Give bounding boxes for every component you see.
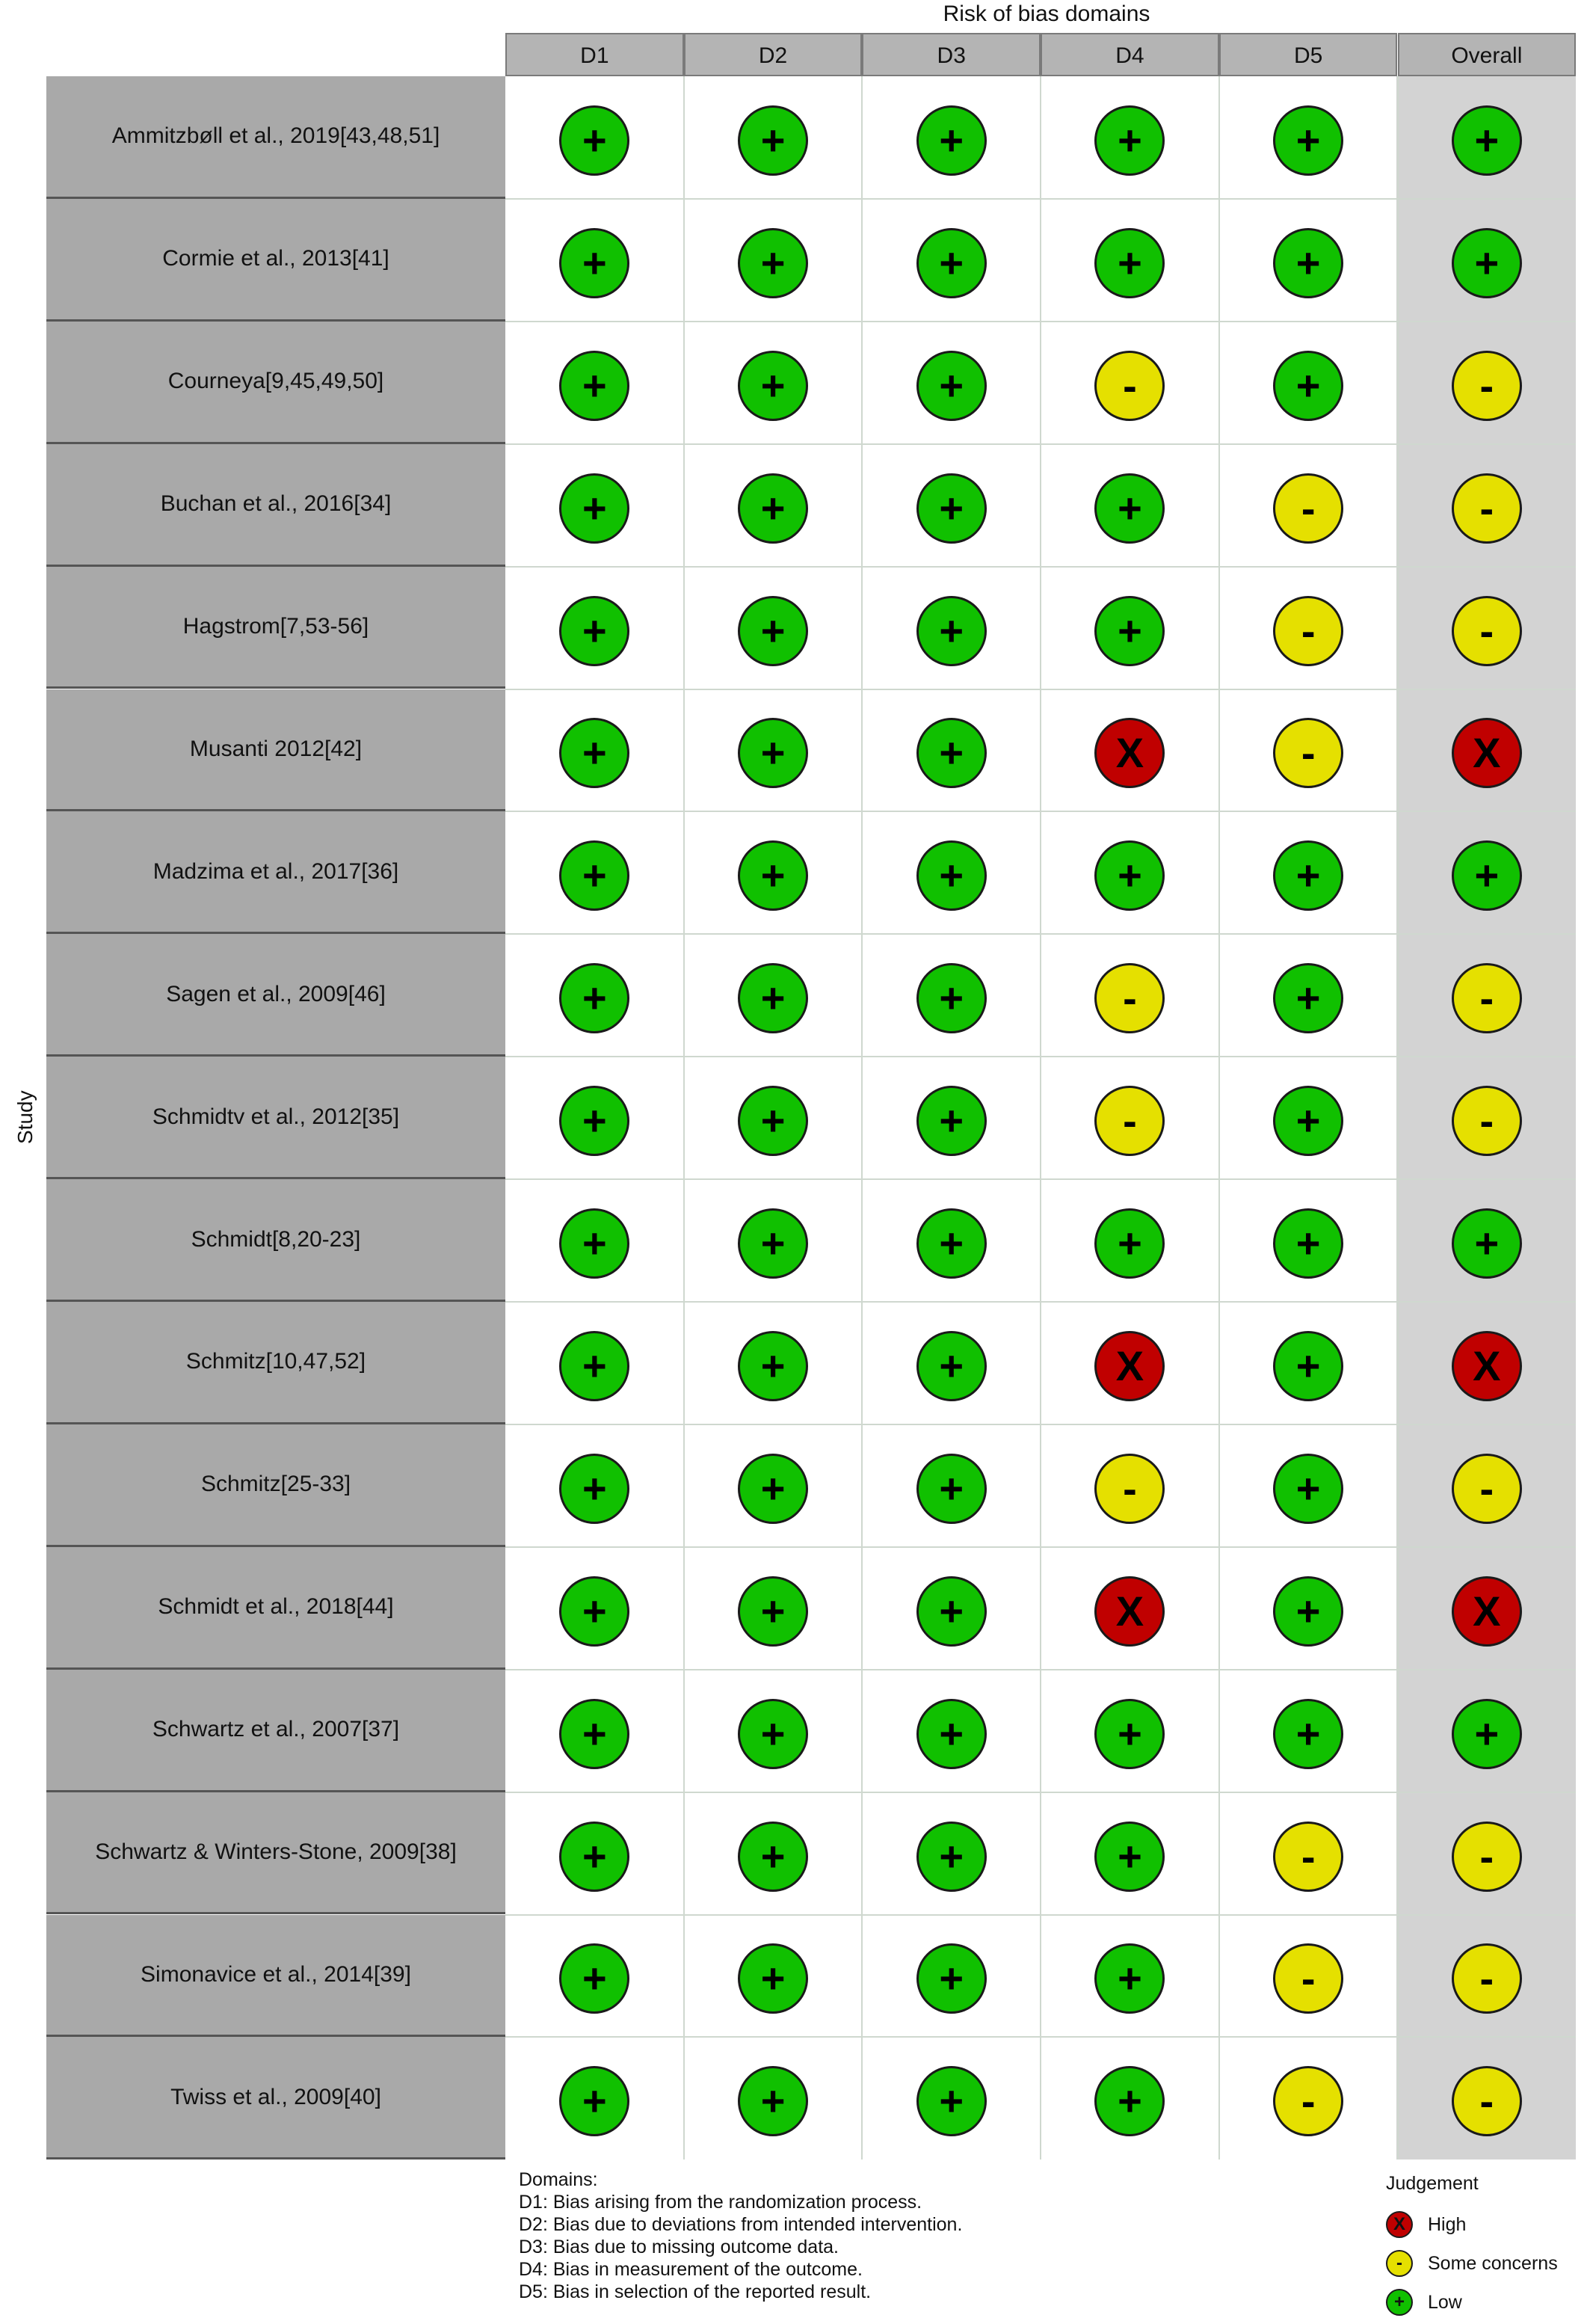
judgement-dot-some-concerns: - xyxy=(1094,351,1165,421)
column-header-d2: D2 xyxy=(684,33,863,76)
judgement-dot-high: X xyxy=(1452,1576,1522,1647)
study-label: Schmidt[8,20-23] xyxy=(46,1179,505,1302)
judgement-dot-low: + xyxy=(738,1943,808,2014)
judgement-dot-some-concerns: - xyxy=(1452,2066,1522,2136)
judgement-dot-low: + xyxy=(916,840,987,911)
column-header-overall: Overall xyxy=(1398,33,1577,76)
judgement-dot-low: + xyxy=(916,963,987,1033)
grid-horizontal-line xyxy=(505,2036,1576,2038)
judgement-dot-low: + xyxy=(738,1699,808,1769)
study-label: Simonavice et al., 2014[39] xyxy=(46,1915,505,2038)
judgement-dot-high: X xyxy=(1452,1331,1522,1401)
judgement-dot-low: + xyxy=(738,840,808,911)
grid-horizontal-line xyxy=(505,1914,1576,1916)
judgement-dot-low: + xyxy=(916,105,987,176)
judgement-legend-title: Judgement xyxy=(1386,2173,1479,2194)
judgement-dot-low: + xyxy=(1273,840,1343,911)
domain-desc-d1: D1: Bias arising from the randomization process. xyxy=(519,2192,922,2213)
legend-label: High xyxy=(1428,2213,1467,2235)
judgement-dot-low: + xyxy=(559,840,629,911)
judgement-dot-some-concerns: - xyxy=(1273,1822,1343,1892)
judgement-dot-some-concerns: - xyxy=(1273,473,1343,544)
judgement-dot-low: + xyxy=(559,351,629,421)
grid-vertical-line xyxy=(1218,76,1220,2159)
judgement-dot-some-concerns: - xyxy=(1094,1454,1165,1524)
judgement-dot-low: + xyxy=(738,963,808,1033)
legend-dot-low: + xyxy=(1386,2289,1413,2316)
judgement-dot-low: + xyxy=(1094,1208,1165,1279)
study-label: Schmidtv et al., 2012[35] xyxy=(46,1057,505,1179)
grid-horizontal-line xyxy=(505,933,1576,935)
judgement-dot-low: + xyxy=(916,2066,987,2136)
judgement-dot-low: + xyxy=(559,1086,629,1156)
judgement-dot-low: + xyxy=(1452,228,1522,298)
grid-horizontal-line xyxy=(505,566,1576,568)
study-label: Hagstrom[7,53-56] xyxy=(46,567,505,689)
domain-desc-d4: D4: Bias in measurement of the outcome. xyxy=(519,2259,863,2280)
judgement-dot-low: + xyxy=(1452,1208,1522,1279)
study-label: Courneya[9,45,49,50] xyxy=(46,322,505,444)
judgement-dot-low: + xyxy=(916,1822,987,1892)
judgement-dot-low: + xyxy=(916,1699,987,1769)
judgement-dot-low: + xyxy=(738,596,808,666)
judgement-dot-low: + xyxy=(1094,1822,1165,1892)
judgement-dot-low: + xyxy=(559,596,629,666)
legend-label: Low xyxy=(1428,2291,1462,2313)
judgement-dot-low: + xyxy=(559,1943,629,2014)
chart-title: Risk of bias domains xyxy=(943,1,1150,26)
judgement-dot-some-concerns: - xyxy=(1094,963,1165,1033)
judgement-dot-low: + xyxy=(738,1086,808,1156)
judgement-dot-low: + xyxy=(1452,105,1522,176)
legend-label: Some concerns xyxy=(1428,2252,1558,2274)
judgement-dot-low: + xyxy=(738,473,808,544)
study-label: Schmitz[25-33] xyxy=(46,1424,505,1547)
judgement-dot-low: + xyxy=(916,1208,987,1279)
judgement-dot-low: + xyxy=(1094,228,1165,298)
judgement-dot-low: + xyxy=(1094,473,1165,544)
judgement-dot-low: + xyxy=(916,228,987,298)
judgement-dot-some-concerns: - xyxy=(1452,1822,1522,1892)
grid-horizontal-line xyxy=(505,1424,1576,1425)
judgement-dot-some-concerns: - xyxy=(1273,596,1343,666)
judgement-dot-some-concerns: - xyxy=(1452,351,1522,421)
study-label: Sagen et al., 2009[46] xyxy=(46,934,505,1057)
grid-horizontal-line xyxy=(505,198,1576,200)
domains-legend-title: Domains: xyxy=(519,2169,598,2190)
judgement-dot-low: + xyxy=(738,2066,808,2136)
column-header-d1: D1 xyxy=(505,33,684,76)
judgement-dot-low: + xyxy=(559,473,629,544)
judgement-dot-high: X xyxy=(1094,718,1165,788)
judgement-dot-some-concerns: - xyxy=(1452,473,1522,544)
judgement-dot-low: + xyxy=(738,1576,808,1647)
judgement-dot-low: + xyxy=(1273,351,1343,421)
judgement-dot-low: + xyxy=(1273,1331,1343,1401)
judgement-dot-low: + xyxy=(1273,1454,1343,1524)
judgement-dot-low: + xyxy=(1094,1943,1165,2014)
judgement-dot-low: + xyxy=(738,1454,808,1524)
grid-vertical-line xyxy=(1397,76,1399,2159)
study-label: Buchan et al., 2016[34] xyxy=(46,444,505,567)
judgement-dot-low: + xyxy=(559,105,629,176)
judgement-dot-some-concerns: - xyxy=(1094,1086,1165,1156)
grid-horizontal-line xyxy=(505,1546,1576,1548)
judgement-dot-low: + xyxy=(1273,1699,1343,1769)
study-label: Schmidt et al., 2018[44] xyxy=(46,1547,505,1670)
judgement-legend xyxy=(1386,2173,1558,2322)
grid-horizontal-line xyxy=(505,689,1576,690)
domain-desc-d5: D5: Bias in selection of the reported result. xyxy=(519,2281,872,2302)
judgement-dot-low: + xyxy=(1452,1699,1522,1769)
judgement-dot-some-concerns: - xyxy=(1273,1943,1343,2014)
judgement-dot-low: + xyxy=(916,473,987,544)
judgement-dot-low: + xyxy=(559,1208,629,1279)
grid-horizontal-line xyxy=(505,443,1576,445)
judgement-dot-low: + xyxy=(1273,228,1343,298)
study-label: Schwartz et al., 2007[37] xyxy=(46,1670,505,1792)
column-header-d4: D4 xyxy=(1041,33,1219,76)
column-header-d5: D5 xyxy=(1219,33,1398,76)
study-label: Schmitz[10,47,52] xyxy=(46,1302,505,1424)
judgement-dot-low: + xyxy=(559,1576,629,1647)
judgement-dot-some-concerns: - xyxy=(1452,1943,1522,2014)
study-label: Cormie et al., 2013[41] xyxy=(46,199,505,322)
judgement-dot-low: + xyxy=(559,963,629,1033)
judgement-dot-low: + xyxy=(916,1331,987,1401)
judgement-dot-low: + xyxy=(916,718,987,788)
judgement-dot-low: + xyxy=(559,1331,629,1401)
grid-horizontal-line xyxy=(505,1178,1576,1180)
y-axis-label: Study xyxy=(13,1090,37,1144)
judgement-dot-low: + xyxy=(738,1822,808,1892)
judgement-dot-some-concerns: - xyxy=(1452,1454,1522,1524)
judgement-dot-low: + xyxy=(916,1086,987,1156)
grid-vertical-line xyxy=(861,76,863,2159)
judgement-dot-low: + xyxy=(916,1454,987,1524)
judgement-dot-low: + xyxy=(1094,840,1165,911)
judgement-dot-low: + xyxy=(916,351,987,421)
judgement-dot-low: + xyxy=(1094,105,1165,176)
judgement-dot-high: X xyxy=(1452,718,1522,788)
legend-item-high xyxy=(1386,2205,1558,2244)
judgement-dot-low: + xyxy=(1273,105,1343,176)
judgement-dot-low: + xyxy=(1094,2066,1165,2136)
grid-horizontal-line xyxy=(505,1301,1576,1303)
judgement-dot-low: + xyxy=(738,1208,808,1279)
grid-horizontal-line xyxy=(505,321,1576,322)
legend-dot-some-concerns: - xyxy=(1386,2250,1413,2277)
study-label: Musanti 2012[42] xyxy=(46,689,505,812)
judgement-dot-low: + xyxy=(916,1576,987,1647)
domain-desc-d2: D2: Bias due to deviations from intended intervention. xyxy=(519,2214,963,2235)
study-label: Madzima et al., 2017[36] xyxy=(46,811,505,934)
judgement-dot-low: + xyxy=(916,596,987,666)
column-header-d3: D3 xyxy=(862,33,1041,76)
study-label: Twiss et al., 2009[40] xyxy=(46,2037,505,2159)
judgement-dot-some-concerns: - xyxy=(1452,1086,1522,1156)
judgement-dot-low: + xyxy=(559,2066,629,2136)
judgement-dot-low: + xyxy=(738,105,808,176)
judgement-dot-low: + xyxy=(559,1454,629,1524)
grid-horizontal-line xyxy=(505,1669,1576,1670)
judgement-dot-some-concerns: - xyxy=(1273,718,1343,788)
judgement-dot-some-concerns: - xyxy=(1452,596,1522,666)
judgement-dot-low: + xyxy=(1094,1699,1165,1769)
judgement-dot-low: + xyxy=(1273,1086,1343,1156)
grid-horizontal-line xyxy=(505,811,1576,812)
judgement-dot-some-concerns: - xyxy=(1273,2066,1343,2136)
domain-desc-d3: D3: Bias due to missing outcome data. xyxy=(519,2237,839,2257)
judgement-dot-some-concerns: - xyxy=(1452,963,1522,1033)
judgement-dot-high: X xyxy=(1094,1331,1165,1401)
study-label: Schwartz & Winters-Stone, 2009[38] xyxy=(46,1792,505,1915)
judgement-dot-low: + xyxy=(1273,963,1343,1033)
judgement-dot-low: + xyxy=(1452,840,1522,911)
study-label: Ammitzbøll et al., 2019[43,48,51] xyxy=(46,76,505,199)
judgement-dot-low: + xyxy=(559,718,629,788)
judgement-dot-low: + xyxy=(738,351,808,421)
judgement-dot-low: + xyxy=(1273,1576,1343,1647)
judgement-dot-low: + xyxy=(916,1943,987,2014)
judgement-dot-low: + xyxy=(559,1699,629,1769)
judgement-dot-low: + xyxy=(1273,1208,1343,1279)
legend-item-some-concerns xyxy=(1386,2244,1558,2283)
judgement-dot-low: + xyxy=(738,1331,808,1401)
grid-horizontal-line xyxy=(505,1792,1576,1793)
judgement-dot-high: X xyxy=(1094,1576,1165,1647)
grid-vertical-line xyxy=(1040,76,1041,2159)
judgement-dot-low: + xyxy=(559,1822,629,1892)
domains-legend xyxy=(519,2168,962,2303)
judgement-dot-low: + xyxy=(738,228,808,298)
judgement-dot-low: + xyxy=(1094,596,1165,666)
judgement-dot-low: + xyxy=(559,228,629,298)
grid-horizontal-line xyxy=(505,1056,1576,1057)
grid-vertical-line xyxy=(683,76,685,2159)
legend-dot-high: X xyxy=(1386,2211,1413,2238)
judgement-dot-low: + xyxy=(738,718,808,788)
legend-item-low xyxy=(1386,2283,1558,2322)
